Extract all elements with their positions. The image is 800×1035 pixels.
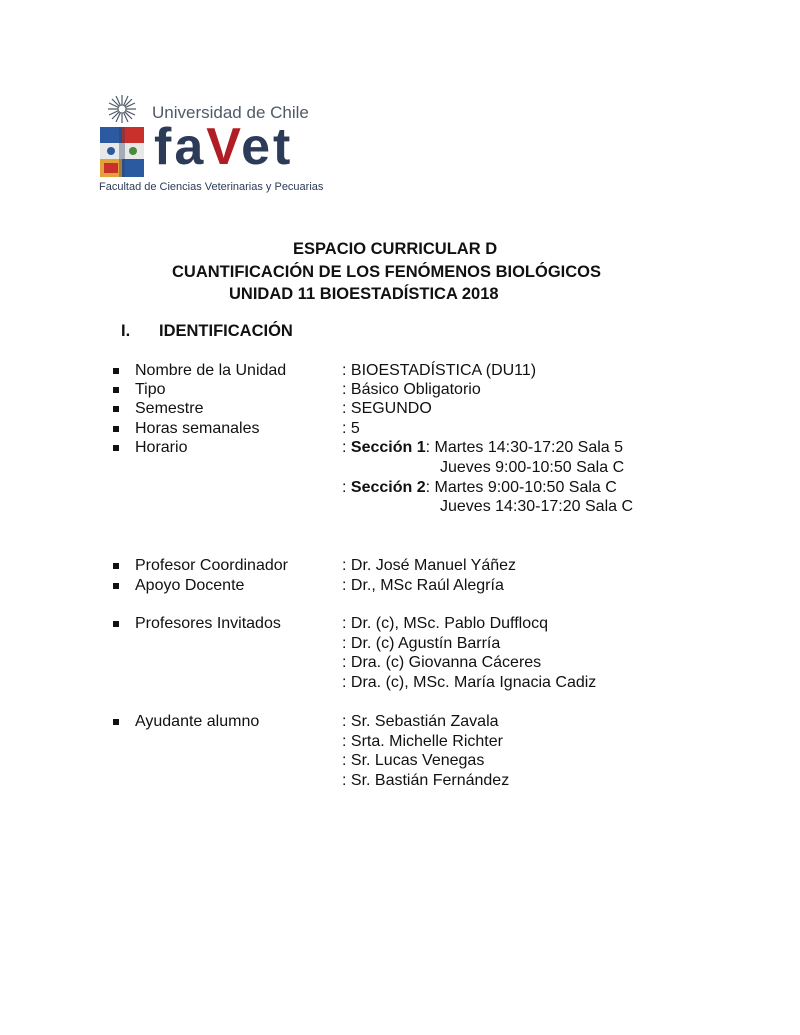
sun-star-icon — [106, 93, 138, 125]
item-value: : Dr. José Manuel Yáñez — [342, 557, 517, 574]
section-heading — [121, 322, 293, 341]
item-value: : Sr. Bastián Fernández — [342, 772, 510, 789]
item-value: : Srta. Michelle Richter — [342, 733, 503, 750]
schedule-prefix: : — [342, 439, 351, 456]
bullet-icon — [113, 445, 119, 451]
item-value: : Dr. (c), MSc. Pablo Dufflocq — [342, 615, 548, 632]
bullet-icon — [113, 583, 119, 589]
section-title: IDENTIFICACIÓN — [159, 322, 293, 340]
bullet-icon — [113, 719, 119, 725]
schedule-prefix: : — [342, 479, 351, 496]
bullet-icon — [113, 387, 119, 393]
item-label: Tipo — [135, 381, 166, 398]
item-value: : BIOESTADÍSTICA (DU11) — [342, 362, 537, 379]
schedule-section-1 — [342, 438, 623, 458]
item-label: Ayudante alumno — [135, 713, 260, 730]
schedule-section-2 — [342, 478, 617, 498]
item-value: : Sr. Sebastián Zavala — [342, 713, 499, 730]
bullet-icon — [113, 426, 119, 432]
item-value: : Dra. (c), MSc. María Ignacia Cadiz — [342, 674, 597, 691]
title-line-1: ESPACIO CURRICULAR D — [293, 240, 498, 258]
university-shield-icon — [100, 127, 144, 177]
section-1-label: Sección 1 — [350, 439, 426, 456]
item-label: Horario — [135, 439, 188, 456]
item-label: Semestre — [135, 400, 204, 417]
item-value: : 5 — [342, 420, 360, 437]
item-label: Profesores Invitados — [135, 615, 281, 632]
item-label: Profesor Coordinador — [135, 557, 288, 574]
section-1-line-2: Jueves 9:00-10:50 Sala C — [440, 459, 625, 476]
section-2-line-1: : Martes 9:00-10:50 Sala C — [425, 479, 617, 496]
item-value: : Sr. Lucas Venegas — [342, 752, 485, 769]
brand-suffix: et — [241, 118, 294, 176]
item-label: Nombre de la Unidad — [135, 362, 287, 379]
section-2-line-2: Jueves 14:30-17:20 Sala C — [440, 498, 634, 515]
item-value: : Básico Obligatorio — [342, 381, 481, 398]
brand-v: V — [206, 118, 242, 176]
title-line-2: CUANTIFICACIÓN DE LOS FENÓMENOS BIOLÓGICOS — [172, 263, 602, 281]
bullet-icon — [113, 368, 119, 374]
faculty-name: Facultad de Ciencias Veterinarias y Pecuarias — [99, 181, 324, 193]
bullet-icon — [113, 406, 119, 412]
section-1-line-1: : Martes 14:30-17:20 Sala 5 — [425, 439, 624, 456]
university-name: Universidad de Chile — [152, 103, 309, 122]
section-2-label: Sección 2 — [350, 479, 426, 496]
faculty-logo — [98, 95, 338, 200]
bullet-icon — [113, 621, 119, 627]
section-number: I. — [121, 322, 131, 340]
item-value: : SEGUNDO — [342, 400, 432, 417]
brand-wordmark — [154, 118, 294, 176]
title-line-3: UNIDAD 11 BIOESTADÍSTICA 2018 — [229, 285, 499, 303]
bullet-icon — [113, 563, 119, 569]
item-value: : Dr. (c) Agustín Barría — [342, 635, 501, 652]
item-value: : Dra. (c) Giovanna Cáceres — [342, 654, 542, 671]
item-label: Apoyo Docente — [135, 577, 245, 594]
item-label: Horas semanales — [135, 420, 260, 437]
item-value: : Dr., MSc Raúl Alegría — [342, 577, 504, 594]
brand-prefix: fa — [154, 118, 207, 176]
